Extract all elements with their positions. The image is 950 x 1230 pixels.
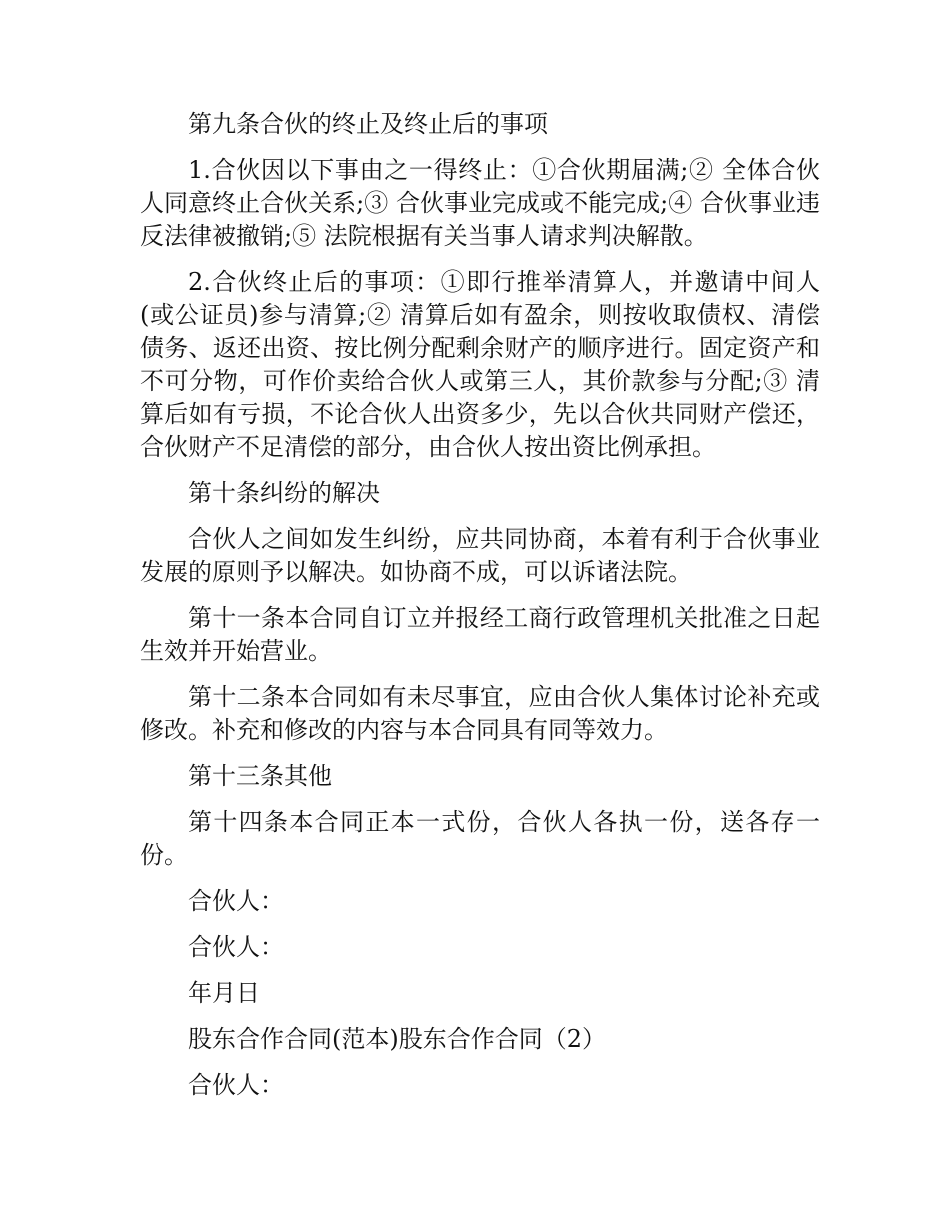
partner-signature-line-3: 合伙人： xyxy=(188,1071,284,1099)
article-13-heading: 第十三条其他 xyxy=(188,762,332,790)
article-12-text: 第十二条本合同如有未尽事宜，应由合伙人集体讨论补充或修改。补充和修改的内容与本合同具有同等效力。 xyxy=(140,683,820,744)
article-9-heading: 第九条合伙的终止及终止后的事项 xyxy=(188,110,548,138)
article-11-text: 第十一条本合同自订立并报经工商行政管理机关批准之日起生效并开始营业。 xyxy=(140,604,820,665)
article-10-heading: 第十条纠纷的解决 xyxy=(188,479,380,507)
article-14-text: 第十四条本合同正本一式份，合伙人各执一份，送各存一份。 xyxy=(140,808,820,869)
date-line: 年月日 xyxy=(188,979,260,1007)
article-9-clause-2: 2.合伙终止后的事项：①即行推举清算人，并邀请中间人(或公证员)参与清算;② 清算后如有盈余，则按收取债权、清偿债务、返还出资、按比例分配剩余财产的顺序进行。固定资产和不可分物，可作价卖给合伙人或第三人，其价款参与分配;③ 清算后如有亏损，不论合伙人出资多少，先以合伙共同财产偿还，合伙财产不足清偿的部分，由合伙人按出资比例承担。 xyxy=(140,268,820,461)
article-9-clause-1: 1.合伙因以下事由之一得终止：①合伙期届满;② 全体合伙人同意终止合伙关系;③ 合伙事业完成或不能完成;④ 合伙事业违反法律被撤销;⑤ 法院根据有关当事人请求判决解散。 xyxy=(140,156,820,250)
article-10-text: 合伙人之间如发生纠纷，应共同协商，本着有利于合伙事业发展的原则予以解决。如协商不成，可以诉诸法院。 xyxy=(140,525,820,586)
next-contract-title: 股东合作合同(范本)股东合作合同（2） xyxy=(188,1025,606,1053)
document-body xyxy=(140,108,820,1115)
partner-signature-line-2: 合伙人： xyxy=(188,933,284,961)
partner-signature-line-1: 合伙人： xyxy=(188,887,284,915)
